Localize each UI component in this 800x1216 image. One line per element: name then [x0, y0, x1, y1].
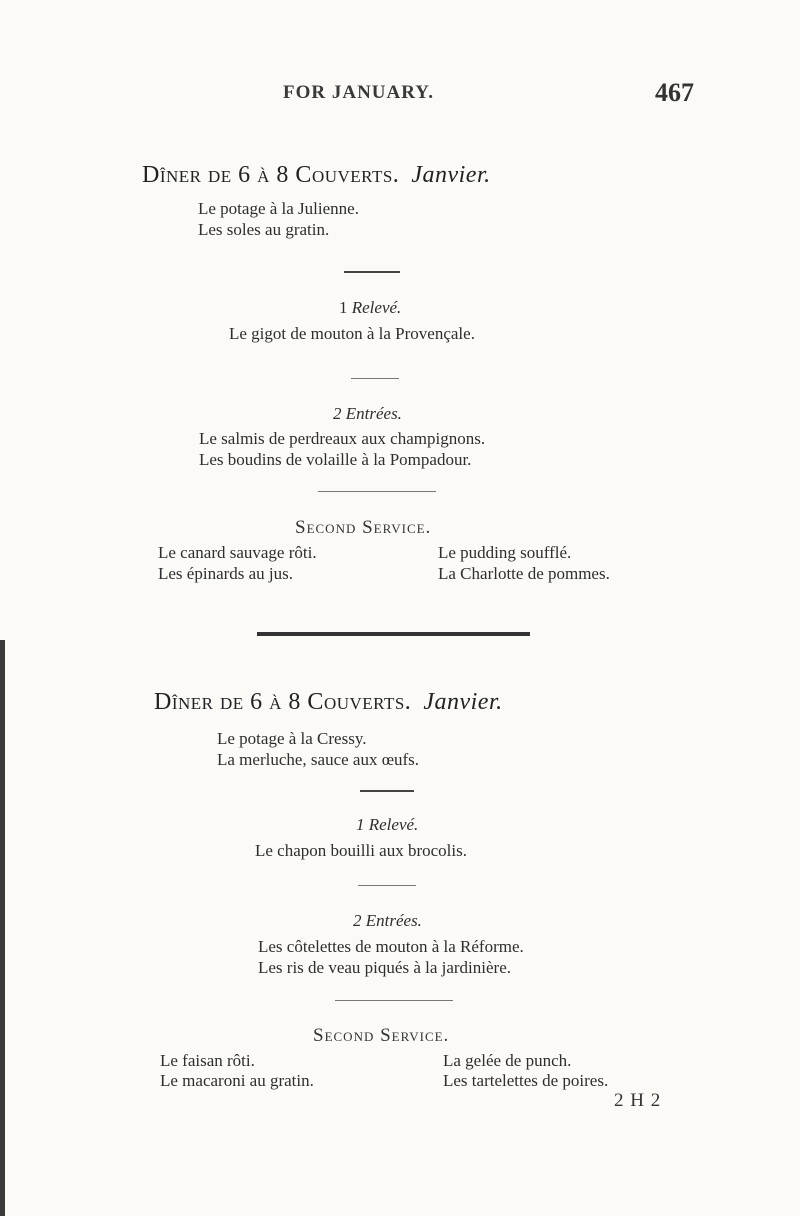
menu2-course-2: La merluche, sauce aux œufs. [217, 750, 420, 769]
menu1-second-right-1: Le pudding soufflé. [438, 543, 572, 562]
menu2-entree-2: Les ris de veau piqués à la jardinière. [258, 958, 512, 977]
menu2-entree-1: Les côtelettes de mouton à la Réforme. [258, 937, 524, 956]
menu1-rule-3 [318, 491, 436, 492]
menu2-second-left-2: Le macaroni au gratin. [160, 1071, 314, 1090]
menu2-course-1: Le potage à la Cressy. [217, 729, 367, 748]
menu2-rule-2 [358, 885, 416, 886]
menu2-entrees-heading: 2 Entrées. [353, 911, 422, 930]
menu1-second-left-2: Les épinards au jus. [158, 564, 294, 583]
menu1-month: Janvier. [411, 162, 491, 188]
menu1-second-service-heading: Second Service. [295, 517, 432, 538]
menu2-second-service-heading: Second Service. [313, 1025, 450, 1046]
menu1-title-text: Dîner de 6 à 8 Couverts. [142, 162, 400, 188]
menu1-releve-heading-word: Relevé. [351, 298, 402, 317]
menu2-second-right-2: Les tartelettes de poires. [443, 1071, 609, 1090]
menu1-entrees-heading: 2 Entrées. [333, 404, 402, 423]
menu1-course-1: Le potage à la Julienne. [198, 199, 359, 218]
page-edge [0, 640, 5, 1216]
menu1-releve-heading-text: 1 [339, 298, 352, 317]
menu1-rule-1 [344, 271, 400, 273]
menu2-releve: Le chapon bouilli aux brocolis. [255, 841, 467, 860]
menu1-releve: Le gigot de mouton à la Provençale. [229, 324, 475, 343]
menu1-entree-2: Les boudins de volaille à la Pompadour. [199, 450, 472, 469]
menu1-rule-2 [351, 378, 399, 379]
menu2-second-left-1: Le faisan rôti. [160, 1051, 255, 1070]
signature-mark: 2 H 2 [614, 1090, 662, 1111]
menu1-course-2: Les soles au gratin. [198, 220, 330, 239]
menu1-releve-heading [339, 298, 401, 318]
running-title: FOR JANUARY. [283, 82, 435, 103]
menu-divider [257, 632, 530, 636]
menu2-second-right-1: La gelée de punch. [443, 1051, 572, 1070]
menu1-second-left-1: Le canard sauvage rôti. [158, 543, 317, 562]
page-number: 467 [655, 78, 694, 107]
menu1-entree-1: Le salmis de perdreaux aux champignons. [199, 429, 486, 448]
menu2-rule-3 [335, 1000, 453, 1001]
menu2-rule-1 [360, 790, 414, 792]
menu2-title [154, 689, 503, 716]
menu2-month: Janvier. [423, 689, 503, 715]
menu1-title [142, 162, 491, 189]
menu1-second-right-2: La Charlotte de pommes. [438, 564, 610, 583]
menu2-title-text: Dîner de 6 à 8 Couverts. [154, 689, 412, 715]
menu2-releve-heading: 1 Relevé. [356, 815, 419, 834]
